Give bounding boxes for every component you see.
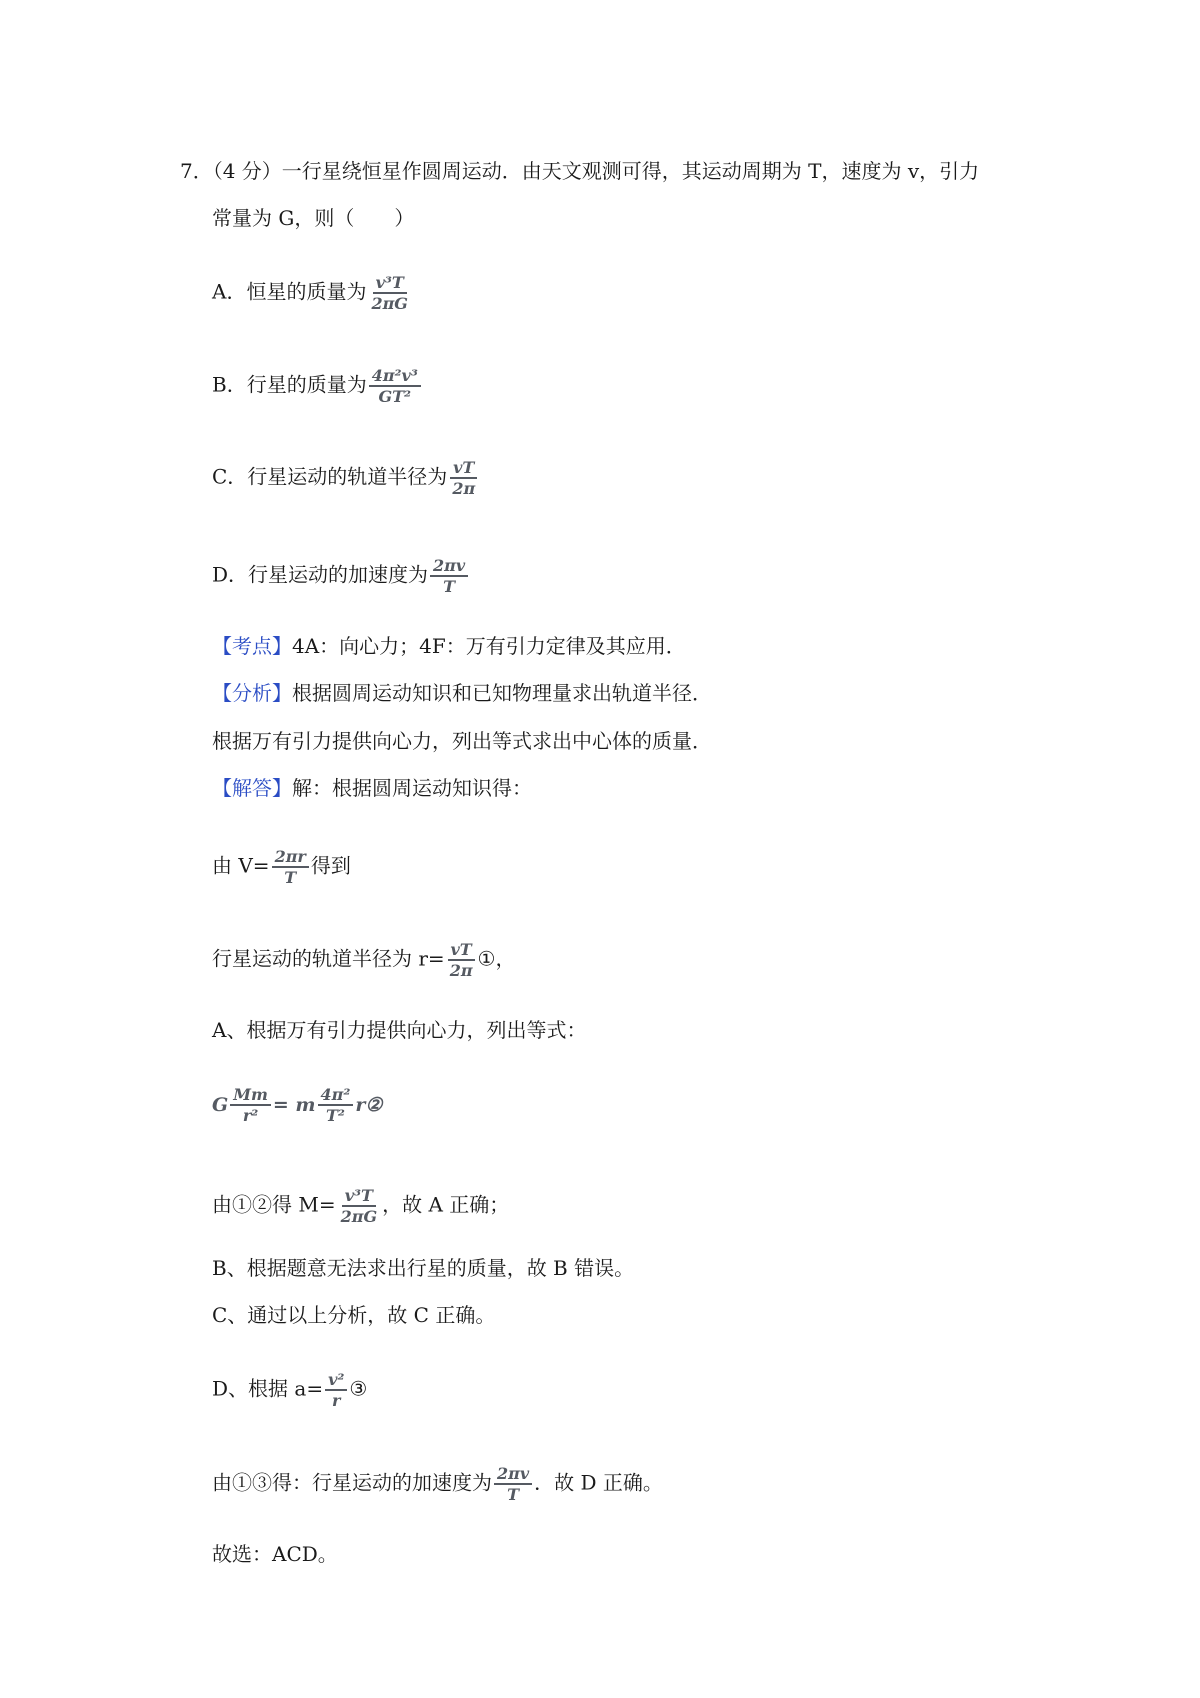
mass-fraction: $\frac{Mm}{\text{r²}}$ — [230, 1085, 271, 1125]
option-b — [212, 366, 423, 406]
option-b-text: B．行星的质量为 — [212, 372, 367, 397]
option-d — [212, 556, 470, 596]
star-mass-fraction: $\frac{\text{v³T}}{2\pi G}$ — [340, 1186, 378, 1226]
jieda-tag: 解答 — [232, 776, 272, 800]
omega-fraction: $\frac{\text{4π²}}{\text{T²}}$ — [318, 1085, 354, 1125]
kaodian-tag: 考点 — [232, 634, 272, 658]
option-a — [212, 273, 413, 313]
option-a-fraction: $\frac{\text{v³T}}{2\pi G}$ — [371, 273, 408, 313]
solution-step-4: 由①②得 M= $\frac{\text{v³T}}{2\pi G}$ ，故 A 正确； — [212, 1186, 510, 1226]
solution-step-8: 由①③得：行星运动的加速度为 $\frac{2\pi v}{T}$ ．故 D 正确。 — [212, 1464, 663, 1504]
option-d-text: D．行星运动的加速度为 — [212, 562, 429, 587]
fenxi-line: 【分析】根据圆周运动知识和已知物理量求出轨道半径． — [212, 681, 712, 705]
solution-step-6: C、通过以上分析，故 C 正确。 — [212, 1303, 496, 1327]
jieda-intro: 解：根据圆周运动知识得： — [292, 776, 532, 800]
jieda-line: 【解答】解：根据圆周运动知识得： — [212, 776, 532, 800]
fenxi-line-2: 根据万有引力提供向心力，列出等式求出中心体的质量． — [212, 729, 712, 753]
option-c-fraction: $\frac{vT}{2\pi}$ — [449, 458, 478, 498]
solution-step-3: A、根据万有引力提供向心力，列出等式： — [212, 1018, 587, 1042]
final-acceleration-fraction: $\frac{2\pi v}{T}$ — [494, 1464, 532, 1504]
radius-fraction: $\frac{vT}{2\pi}$ — [447, 940, 476, 980]
option-a-text: A．恒星的质量为 — [212, 279, 367, 304]
kaodian-line: 【考点】4A：向心力；4F：万有引力定律及其应用． — [212, 634, 686, 658]
question-line-1: 7．（4 分）一行星绕恒星作圆周运动．由天文观测可得，其运动周期为 T，速度为 v，引力 — [180, 159, 980, 183]
solution-step-2: 行星运动的轨道半径为 r= $\frac{vT}{2\pi}$ ①， — [212, 940, 516, 980]
fenxi-text: 根据圆周运动知识和已知物理量求出轨道半径． — [292, 681, 712, 705]
question-line-2: 常量为 G，则（ ） — [212, 206, 415, 230]
solution-step-5: B、根据题意无法求出行星的质量，故 B 错误。 — [212, 1256, 635, 1280]
gravitation-equation: G $\frac{Mm}{\text{r²}}$ = m $\frac{\text{4π²}}{\text{T²}}$ r② — [212, 1085, 383, 1125]
kaodian-text: 4A：向心力；4F：万有引力定律及其应用． — [292, 634, 686, 658]
solution-step-1: 由 V= $\frac{2\pi r}{T}$ 得到 — [212, 847, 351, 887]
option-d-fraction: $\frac{2\pi v}{T}$ — [430, 556, 468, 596]
velocity-fraction: $\frac{2\pi r}{T}$ — [272, 847, 309, 887]
acceleration-fraction: $\frac{\text{v²}}{r}$ — [325, 1370, 347, 1410]
final-answer: 故选：ACD。 — [212, 1542, 338, 1566]
solution-step-7: D、根据 a= $\frac{\text{v²}}{r}$ ③ — [212, 1370, 368, 1410]
fenxi-tag: 分析 — [232, 681, 272, 705]
option-c-text: C．行星运动的轨道半径为 — [212, 464, 448, 489]
option-c — [212, 458, 480, 498]
option-b-fraction: $\frac{\text{4π²v³}}{\text{GT²}}$ — [369, 366, 421, 406]
